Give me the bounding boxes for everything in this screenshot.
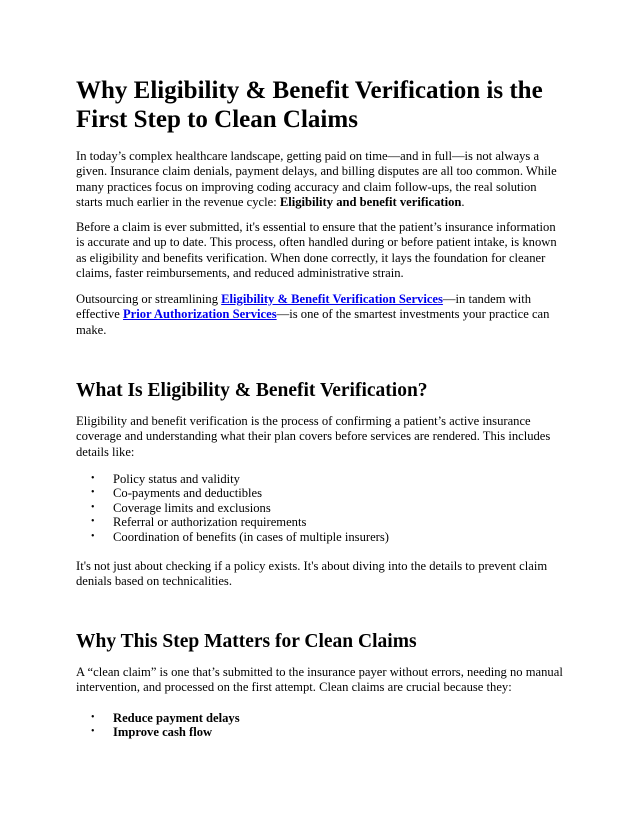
list-item <box>76 725 566 739</box>
list-item-text: Coverage limits and exclusions <box>113 500 271 515</box>
intro-p1-bold: Eligibility and benefit verification <box>279 194 462 209</box>
list-item-text: Co-payments and deductibles <box>113 486 262 501</box>
section1-paragraph-2: It's not just about checking if a policy exists. It's about diving into the details to prevent claim denials based on technicalities. <box>76 559 548 589</box>
list-item <box>76 515 566 529</box>
list-item-text: Referral or authorization requirements <box>113 515 307 530</box>
list-item <box>76 711 566 725</box>
list-item-text: Policy status and validity <box>113 472 240 486</box>
list-item-text: Reduce payment delays <box>113 711 240 725</box>
section-heading-what-is: What Is Eligibility & Benefit Verification? <box>76 380 428 401</box>
list-item-text: Improve cash flow <box>113 725 213 740</box>
bullet-icon: • <box>91 726 95 738</box>
intro-p3-end: —is one of the smartest investments your practice can make. <box>76 307 550 337</box>
intro-paragraph-3 <box>76 292 566 338</box>
list-item <box>76 472 566 486</box>
list-item <box>76 530 566 544</box>
list-item-text: Coordination of benefits (in cases of multiple insurers) <box>113 529 389 544</box>
coverage-details-list <box>76 472 566 544</box>
eligibility-services-link[interactable]: Eligibility & Benefit Verification Services <box>221 292 443 306</box>
bullet-icon: • <box>91 530 95 542</box>
page-title: Why Eligibility & Benefit Verification is the First Step to Clean Claims <box>76 77 543 133</box>
section2-paragraph-1: A “clean claim” is one that’s submitted to the insurance payer without errors, needing no manual intervention, and processed on the first attempt. Clean claims are crucial because they: <box>76 665 563 695</box>
intro-paragraph-1 <box>76 149 566 210</box>
list-item <box>76 501 566 515</box>
list-item <box>76 486 566 500</box>
bullet-icon: • <box>91 473 95 484</box>
prior-authorization-link[interactable]: Prior Authorization Services <box>122 307 277 322</box>
bullet-icon: • <box>91 487 95 499</box>
section-heading-why-matters: Why This Step Matters for Clean Claims <box>76 631 417 652</box>
bullet-icon: • <box>91 712 95 723</box>
intro-p3-start: Outsourcing or streamlining <box>76 292 222 306</box>
bullet-icon: • <box>91 516 95 528</box>
intro-p3-mid: —in tandem with effective <box>76 292 532 322</box>
clean-claims-benefits-list <box>76 711 566 740</box>
intro-paragraph-2: Before a claim is ever submitted, it's essential to ensure that the patient’s insurance information is accurate and up to date. This process, often handled during or before patient intake, is known as eligibility and benefits verification. When done correctly, it lays the foundation for cleaner claims, faster reimbursements, and reduced administrative strain. <box>76 220 557 280</box>
intro-p1-end: . <box>461 194 465 209</box>
section1-paragraph-1: Eligibility and benefit verification is the process of confirming a patient’s active insurance coverage and understanding what their plan covers before services are rendered. This includes details like: <box>76 414 551 459</box>
bullet-icon: • <box>91 501 95 513</box>
intro-p1-text: In today’s complex healthcare landscape, getting paid on time—and in full—is not always a given. Insurance claim denials, payment delays, and billing disputes are all too common. While many practices focus on improving coding accuracy and claim follow-ups, the real solution starts much earlier in the revenue cycle: <box>76 149 557 209</box>
